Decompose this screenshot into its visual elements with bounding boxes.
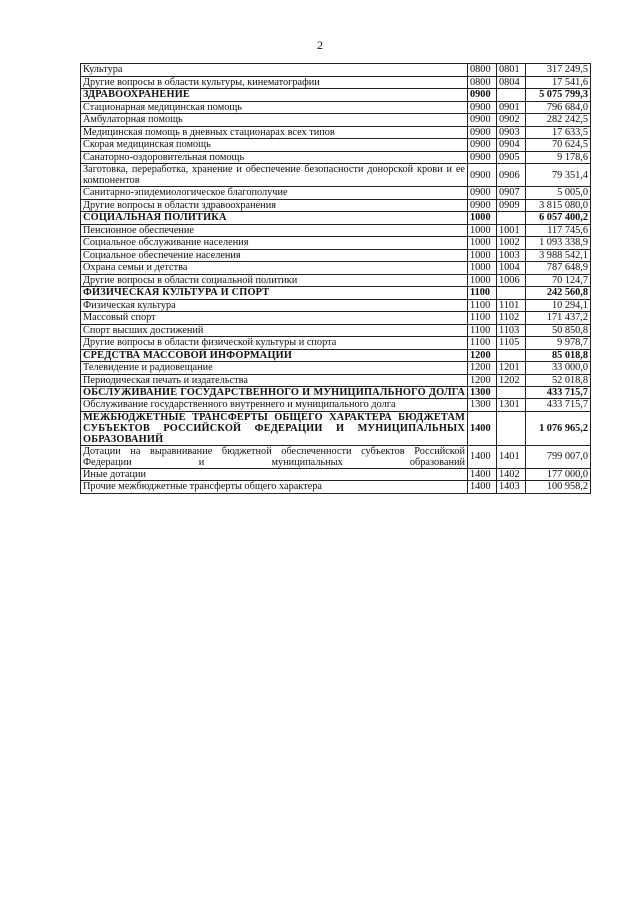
table-row	[81, 114, 591, 127]
row-name: ФИЗИЧЕСКАЯ КУЛЬТУРА И СПОРТ	[81, 287, 468, 300]
row-name: ОБСЛУЖИВАНИЕ ГОСУДАРСТВЕННОГО И МУНИЦИПАЛЬНОГО ДОЛГА	[81, 387, 468, 399]
row-name: Охрана семьи и детства	[81, 262, 468, 275]
row-section-code: 0900	[468, 151, 497, 164]
row-section-code: 1300	[468, 387, 497, 399]
row-name: Социальное обеспечение населения	[81, 249, 468, 262]
row-name: Телевидение и радиовещание	[81, 362, 468, 375]
table-row	[81, 374, 591, 387]
row-amount: 17 541,6	[526, 76, 591, 89]
row-section-code: 0900	[468, 164, 497, 187]
table-row	[81, 362, 591, 375]
row-section-code: 0900	[468, 187, 497, 200]
row-amount: 70 124,7	[526, 274, 591, 287]
row-amount: 50 850,8	[526, 324, 591, 337]
row-subsection-code: 1004	[497, 262, 526, 275]
row-name: Физическая культура	[81, 299, 468, 312]
row-name: Другие вопросы в области физической культуры и спорта	[81, 337, 468, 350]
row-amount: 17 633,5	[526, 126, 591, 139]
table-row	[81, 164, 591, 187]
row-subsection-code: 1201	[497, 362, 526, 375]
row-section-code: 1400	[468, 468, 497, 481]
table-row	[81, 262, 591, 275]
row-amount: 242 560,8	[526, 287, 591, 300]
row-name: Пенсионное обеспечение	[81, 224, 468, 237]
row-name: Массовый спорт	[81, 312, 468, 325]
table-row	[81, 224, 591, 237]
row-name: Заготовка, переработка, хранение и обеспечение безопасности донорской крови и ее компонентов	[81, 164, 468, 187]
row-name: Обслуживание государственного внутреннего и муниципального долга	[81, 399, 468, 412]
row-name: Другие вопросы в области здравоохранения	[81, 199, 468, 212]
row-amount: 70 624,5	[526, 139, 591, 152]
table-row	[81, 324, 591, 337]
row-amount: 433 715,7	[526, 399, 591, 412]
row-section-code: 1000	[468, 262, 497, 275]
row-subsection-code	[497, 387, 526, 399]
section-row	[81, 89, 591, 102]
table-row	[81, 139, 591, 152]
row-subsection-code: 1102	[497, 312, 526, 325]
row-section-code: 1100	[468, 312, 497, 325]
row-name: Иные дотации	[81, 468, 468, 481]
row-amount: 177 000,0	[526, 468, 591, 481]
row-amount: 799 007,0	[526, 445, 591, 468]
row-amount: 33 000,0	[526, 362, 591, 375]
row-subsection-code: 0905	[497, 151, 526, 164]
row-section-code: 1300	[468, 399, 497, 412]
row-name: Стационарная медицинская помощь	[81, 101, 468, 114]
row-section-code: 0900	[468, 139, 497, 152]
row-amount: 85 018,8	[526, 349, 591, 362]
row-section-code: 1100	[468, 287, 497, 300]
row-amount: 171 437,2	[526, 312, 591, 325]
row-section-code: 1200	[468, 349, 497, 362]
row-section-code: 1000	[468, 249, 497, 262]
row-amount: 9 978,7	[526, 337, 591, 350]
table-row	[81, 64, 591, 77]
table-row	[81, 312, 591, 325]
row-name: Санитарно-эпидемиологическое благополучие	[81, 187, 468, 200]
row-amount: 6 057 400,2	[526, 212, 591, 225]
table-row	[81, 151, 591, 164]
row-subsection-code	[497, 349, 526, 362]
row-amount: 787 648,9	[526, 262, 591, 275]
page-number: 2	[317, 38, 323, 52]
row-amount: 3 815 080,0	[526, 199, 591, 212]
row-section-code: 1000	[468, 237, 497, 250]
row-name: Другие вопросы в области социальной политики	[81, 274, 468, 287]
row-subsection-code	[497, 287, 526, 300]
row-section-code: 1100	[468, 337, 497, 350]
row-subsection-code: 1402	[497, 468, 526, 481]
row-section-code: 1400	[468, 481, 497, 494]
row-name: Другие вопросы в области культуры, кинематографии	[81, 76, 468, 89]
row-name: Спорт высших достижений	[81, 324, 468, 337]
table-row	[81, 481, 591, 494]
row-subsection-code	[497, 411, 526, 445]
row-subsection-code: 1403	[497, 481, 526, 494]
row-section-code: 0900	[468, 101, 497, 114]
row-subsection-code: 1401	[497, 445, 526, 468]
row-name: Санаторно-оздоровительная помощь	[81, 151, 468, 164]
row-section-code: 0800	[468, 64, 497, 77]
row-name: Дотации на выравнивание бюджетной обеспеченности субъектов Российской Федерации и муниципальных образований	[81, 445, 468, 468]
table-row	[81, 199, 591, 212]
row-name: СОЦИАЛЬНАЯ ПОЛИТИКА	[81, 212, 468, 225]
row-section-code: 1400	[468, 445, 497, 468]
row-amount: 52 018,8	[526, 374, 591, 387]
row-subsection-code: 1103	[497, 324, 526, 337]
row-subsection-code: 0909	[497, 199, 526, 212]
table-row	[81, 249, 591, 262]
row-subsection-code: 1105	[497, 337, 526, 350]
row-section-code: 1100	[468, 299, 497, 312]
row-name: ЗДРАВООХРАНЕНИЕ	[81, 89, 468, 102]
row-subsection-code: 0801	[497, 64, 526, 77]
row-name: Культура	[81, 64, 468, 77]
row-amount: 1 076 965,2	[526, 411, 591, 445]
row-subsection-code: 0903	[497, 126, 526, 139]
table-row	[81, 337, 591, 350]
row-amount: 796 684,0	[526, 101, 591, 114]
row-name: Прочие межбюджетные трансферты общего характера	[81, 481, 468, 494]
row-section-code: 1000	[468, 212, 497, 225]
table-row	[81, 274, 591, 287]
row-section-code: 0900	[468, 114, 497, 127]
row-section-code: 1000	[468, 224, 497, 237]
table-row	[81, 237, 591, 250]
table-row	[81, 445, 591, 468]
section-row	[81, 411, 591, 445]
row-section-code: 0900	[468, 126, 497, 139]
row-amount: 317 249,5	[526, 64, 591, 77]
row-section-code: 0800	[468, 76, 497, 89]
row-subsection-code: 0906	[497, 164, 526, 187]
row-subsection-code: 0904	[497, 139, 526, 152]
row-section-code: 1200	[468, 362, 497, 375]
section-row	[81, 387, 591, 399]
row-subsection-code: 1301	[497, 399, 526, 412]
row-section-code: 1100	[468, 324, 497, 337]
row-name: Социальное обслуживание населения	[81, 237, 468, 250]
row-name: СРЕДСТВА МАССОВОЙ ИНФОРМАЦИИ	[81, 349, 468, 362]
row-amount: 5 075 799,3	[526, 89, 591, 102]
table-row	[81, 399, 591, 412]
row-amount: 282 242,5	[526, 114, 591, 127]
row-subsection-code: 1003	[497, 249, 526, 262]
table-row	[81, 187, 591, 200]
row-amount: 117 745,6	[526, 224, 591, 237]
section-row	[81, 349, 591, 362]
row-section-code: 0900	[468, 89, 497, 102]
section-row	[81, 212, 591, 225]
row-amount: 79 351,4	[526, 164, 591, 187]
row-subsection-code: 1001	[497, 224, 526, 237]
table-row	[81, 101, 591, 114]
row-amount: 5 005,0	[526, 187, 591, 200]
row-subsection-code: 0804	[497, 76, 526, 89]
section-row	[81, 287, 591, 300]
row-section-code: 0900	[468, 199, 497, 212]
row-subsection-code: 0902	[497, 114, 526, 127]
table-row	[81, 126, 591, 139]
row-subsection-code: 0907	[497, 187, 526, 200]
row-amount: 3 988 542,1	[526, 249, 591, 262]
row-subsection-code: 1202	[497, 374, 526, 387]
row-name: Амбулаторная помощь	[81, 114, 468, 127]
row-subsection-code: 1006	[497, 274, 526, 287]
budget-table-body	[81, 64, 591, 494]
row-subsection-code: 1002	[497, 237, 526, 250]
row-amount: 100 958,2	[526, 481, 591, 494]
row-name: МЕЖБЮДЖЕТНЫЕ ТРАНСФЕРТЫ ОБЩЕГО ХАРАКТЕРА БЮДЖЕТАМ СУБЪЕКТОВ РОССИЙСКОЙ ФЕДЕРАЦИИ И МУНИЦИПАЛЬНЫХ ОБРАЗОВАНИЙ	[81, 411, 468, 445]
row-subsection-code: 0901	[497, 101, 526, 114]
row-amount: 9 178,6	[526, 151, 591, 164]
row-section-code: 1400	[468, 411, 497, 445]
row-amount: 1 093 338,9	[526, 237, 591, 250]
row-subsection-code	[497, 89, 526, 102]
row-name: Скорая медицинская помощь	[81, 139, 468, 152]
table-row	[81, 76, 591, 89]
row-name: Медицинская помощь в дневных стационарах всех типов	[81, 126, 468, 139]
budget-table	[80, 63, 591, 494]
table-row	[81, 299, 591, 312]
row-name: Периодическая печать и издательства	[81, 374, 468, 387]
table-row	[81, 468, 591, 481]
row-subsection-code	[497, 212, 526, 225]
row-section-code: 1200	[468, 374, 497, 387]
row-amount: 433 715,7	[526, 387, 591, 399]
row-subsection-code: 1101	[497, 299, 526, 312]
row-amount: 10 294,1	[526, 299, 591, 312]
row-section-code: 1000	[468, 274, 497, 287]
